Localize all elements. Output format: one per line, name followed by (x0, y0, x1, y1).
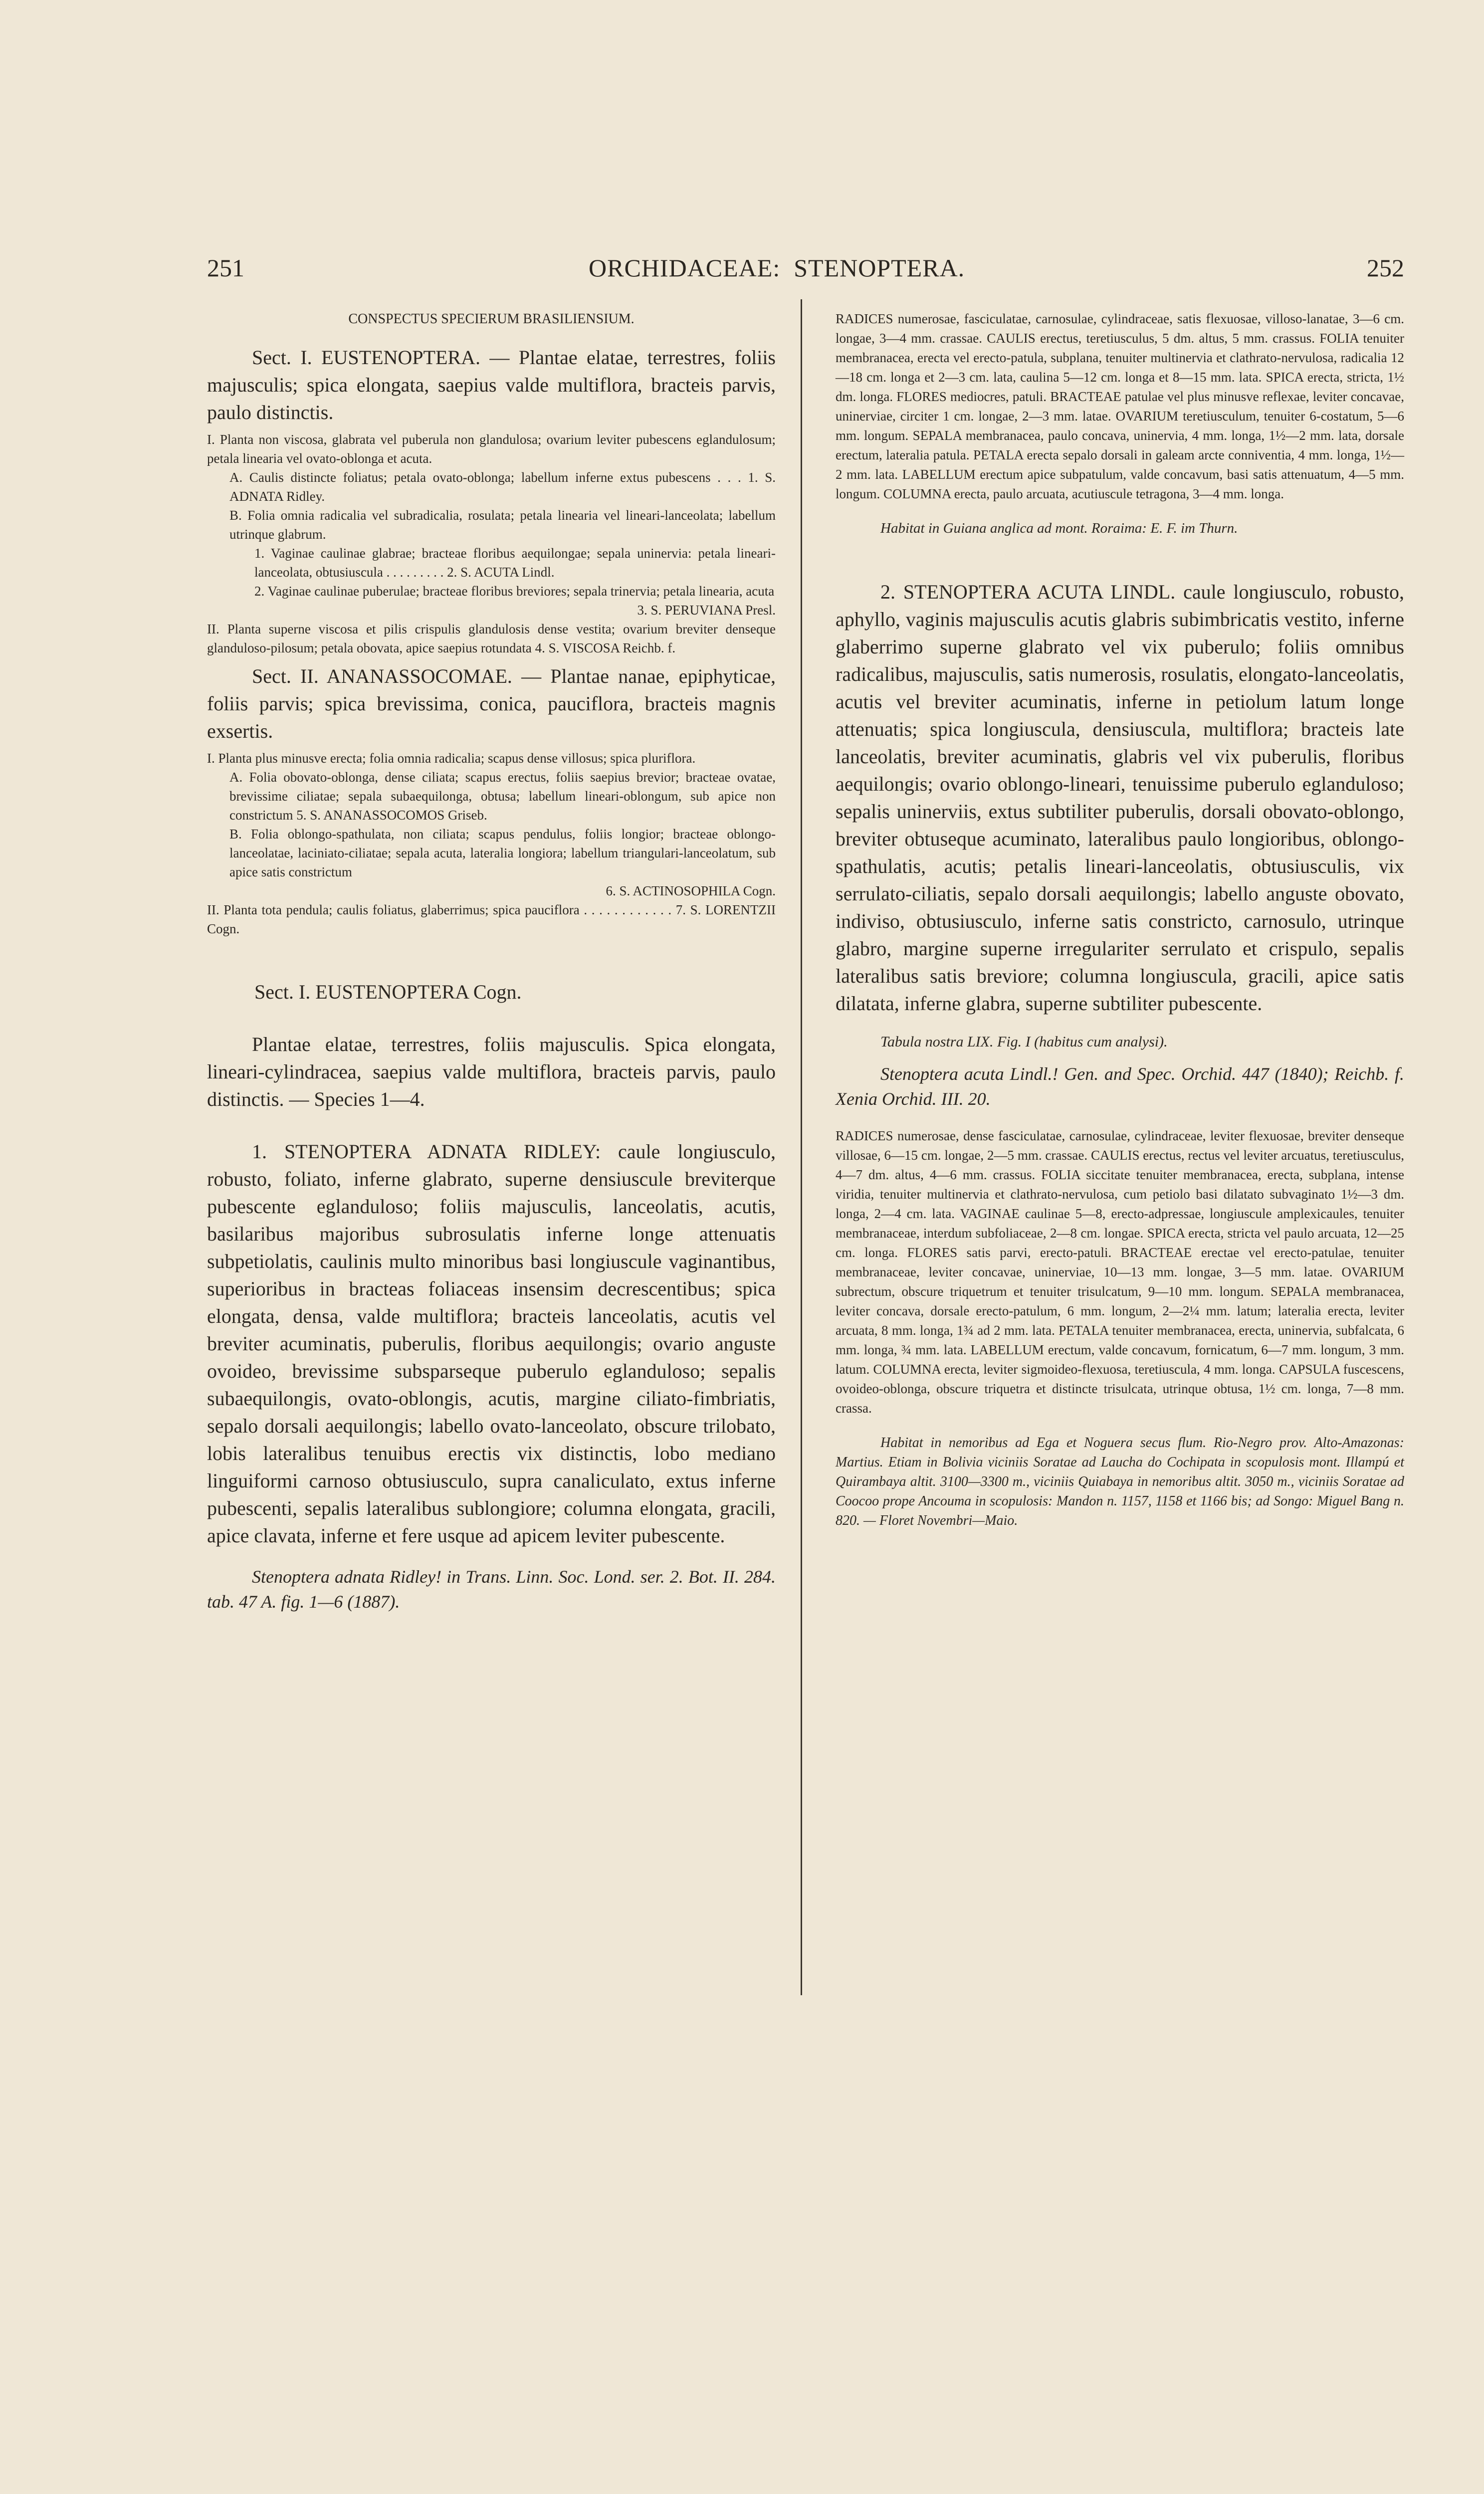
column-divider (801, 299, 802, 1995)
running-title: ORCHIDACEAE: STENOPTERA. (589, 254, 965, 282)
species-2-detail: RADICES numerosae, dense fasciculatae, carnosulae, cylindraceae, leviter flexuosae, breviter denseque villosae, 6—15 cm. longae, 2—5 mm. crassae. CAULIS erectus, rectus vel leviter arcuatus, teretiusculus, 4—7 dm. altus, 4—6 mm. crassus. FOLIA siccitate tenuiter membranacea, erecta, subplana, intense viridia, tenuiter multinervia et clathrato-nervulosa, cum petiolo basi dilatato subvaginato 1½—3 dm. longa, 2—4 cm. lata. VAGINAE caulinae 5—8, erecto-adpressae, longiuscule amplexicaules, tenuiter membranaceae, interdum subfoliaceae, 2—8 cm. longae. SPICA erecta, stricta vel paulo arcuata, 12—25 cm. longa. FLORES satis parvi, erecto-patuli. BRACTEAE erectae vel erecto-patulae, tenuiter membranaceae, leviter concavae, uninerviae, 10—13 mm. longae, 3—5 mm. latae. OVARIUM subrectum, obscure triquetrum et tenuiter trisulcatum, 9—10 mm. longum. SEPALA membranacea, leviter concava, dorsale erecto-patulum, 6 mm. longum, 2—2¼ mm. latum; lateralia erecta, leviter arcuata, 8 mm. longa, 1¾ ad 2 mm. lata. PETALA tenuiter membranacea, erecta, uninervia, subfalcata, 6 mm. longa, ¾ mm. lata. LABELLUM erectum, valde concavum, fornicatum, 6—7 mm. longum, 3 mm. latum. COLUMNA erecta, leviter sigmoideo-flexuosa, teretiuscula, 4 mm. longa. CAPSULA fuscescens, ovoideo-oblonga, obscure triquetra et distincte trisulcata, utrinque obtusa, 1½ cm. longa, 7—8 mm. crassa. (836, 1128, 1404, 1416)
key-item: A. Caulis distincte foliatus; petala ovato-oblonga; labellum inferne extus pubescens . . . 1. S. ADNATA Ridley. (229, 470, 776, 504)
page-header (207, 253, 1404, 293)
key-item: I. Planta plus minusve erecta; folia omnia radicalia; scapus dense villosus; spica pluriflora. (207, 751, 696, 766)
page-number-left: 251 (207, 254, 244, 282)
species-2-description: 2. STENOPTERA ACUTA LINDL. caule longiusculo, robusto, aphyllo, vaginis majusculis acutis glabris subimbricatis vestito, inferne glaberrimo superne glabrato vel vix puberulo; foliis omnibus radicalibus, majusculis, satis numerosis, rosulatis, elongato-lanceolatis, acutis vel breviter acuminatis, inferne in petiolum latum longe attenuatis; spica longiuscula, densiuscula, multiflora; bracteis late lanceolatis, breviter acuminatis, glabris vel vix puberulis, floribus aequilongis; ovario oblongo-lineari, tenuissime puberulo eglanduloso; sepalis uninerviis, extus subtiliter puberulis, dorsali obovato-oblongo, breviter obtuseque acuminato, lateralibus paulo longioribus, oblongo-spathulatis, acutis; petalis lineari-lanceolatis, obtusiusculis, vix serrulato-ciliatis, sepalo dorsali aequilongis; labello anguste obovato, indiviso, obtusiusculo, inferne satis constricto, carnosulo, utrinque glabro, margine superne irregulariter serrulato et crispulo, sepalis lateralibus satis breviore; columna longiuscula, gracili, apice satis dilatata, inferne glabra, superne subtiliter pubescente. (836, 581, 1404, 1015)
key-item: 6. S. ACTINOSOPHILA Cogn. (606, 883, 776, 898)
section-1-key-heading: Sect. I. EUSTENOPTERA. — Plantae elatae, terrestres, foliis majusculis; spica elongata, saepius valde multiflora, bracteis parvis, paulo distinctis. (207, 346, 776, 423)
key-item: 3. S. PERUVIANA Presl. (637, 603, 776, 618)
key-item: 1. Vaginae caulinae glabrae; bracteae floribus aequilongae; sepala uninervia: petala lineari-lanceolata, obtusiuscula . . . . . . . . . 2. S. ACUTA Lindl. (254, 546, 776, 580)
section-1-description: Plantae elatae, terrestres, foliis majusculis. Spica elongata, lineari-cylindracea, saepius valde multiflora, bracteis parvis, paulo distinctis. — Species 1—4. (207, 1033, 776, 1110)
conspectus-title: CONSPECTUS SPECIERUM BRASILIENSIUM. (348, 311, 635, 327)
key-item: A. Folia obovato-oblonga, dense ciliata; scapus erectus, foliis saepius brevior; bracteae ovatae, brevissime ciliatae; sepala subaequilonga, obtusa; labellum lineari-oblongum, sub apice non constrictum 5. S. ANANASSOCOMOS Griseb. (229, 770, 776, 823)
species-1-habitat: Habitat in Guiana anglica ad mont. Roraima: E. F. im Thurn. (880, 520, 1238, 536)
section-1-title: Sect. I. EUSTENOPTERA Cogn. (254, 981, 522, 1003)
key-item: 2. Vaginae caulinae puberulae; bracteae floribus breviores; sepala trinervia; petala linearia, acuta (254, 584, 775, 599)
right-column (836, 309, 1404, 1530)
page-number-right: 252 (1367, 254, 1404, 282)
section-2-key-heading: Sect. II. ANANASSOCOMAE. — Plantae nanae, epiphyticae, foliis parvis; spica brevissima, conica, pauciflora, bracteis magnis exsertis. (207, 665, 776, 742)
key-item: I. Planta non viscosa, glabrata vel puberula non glandulosa; ovarium leviter pubescens eglandulosum; petala linearia vel ovato-oblonga et acuta. (207, 432, 776, 466)
species-2-tabula: Tabula nostra LIX. Fig. I (habitus cum analysi). (880, 1034, 1168, 1050)
species-2-habitat: Habitat in nemoribus ad Ega et Noguera secus flum. Rio-Negro prov. Alto-Amazonas: Martius. Etiam in Bolivia viciniis Soratae ad Laucha do Cochipata in scopulosis mont. Illampú et Quirambaya altit. 3100—3300 m., viciniis Quiabaya in nemoribus altit. 3050 m., viciniis Soratae ad Coocoo prope Ancouma in scopulosis: Mandon n. 1157, 1158 et 1166 bis; ad Songo: Miguel Bang n. 820. — Floret Novembri—Maio. (836, 1435, 1404, 1528)
key-item: II. Planta tota pendula; caulis foliatus, glaberrimus; spica pauciflora . . . . . . . . . . . . 7. S. LORENTZII Cogn. (207, 902, 776, 936)
species-2-reference: Stenoptera acuta Lindl.! Gen. and Spec. Orchid. 447 (1840); Reichb. f. Xenia Orchid. III. 20. (836, 1064, 1404, 1109)
key-item: B. Folia omnia radicalia vel subradicalia, rosulata; petala linearia vel lineari-lanceolata; labellum utrinque glabrum. (229, 508, 776, 542)
species-1-detail: RADICES numerosae, fasciculatae, carnosulae, cylindraceae, satis flexuosae, villoso-lanatae, 3—6 cm. longae, 3—4 mm. crassae. CAULIS erectus, teretiusculus, 5 dm. altus, 5 mm. crassus. FOLIA tenuiter membranacea, erecta vel erecto-patula, subplana, tenuiter multinervia et clathrato-nervulosa, radicalia 12—18 cm. longa et 2—3 cm. lata, caulina 5—12 cm. longa et 8—15 mm. lata. SPICA erecta, stricta, 1½ dm. longa. FLORES mediocres, patuli. BRACTEAE patulae vel plus minusve reflexae, leviter concavae, uninerviae, circiter 1 cm. longae, 2—3 mm. latae. OVARIUM teretiusculum, tenuiter 6-costatum, 5—6 mm. longum. SEPALA membranacea, paulo concava, uninervia, 4 mm. longa, 1½—2 mm. lata, dorsale erectum, lateralia patula. PETALA erecta sepalo dorsali in galeam arcte conniventia, 4 mm. longa, 1½—2 mm. lata. LABELLUM erectum apice subpatulum, valde concavum, basi satis attenuatum, 4—5 mm. longum. COLUMNA erecta, paulo arcuata, acutiuscule tetragona, 3—4 mm. longa. (836, 311, 1404, 501)
key-item: B. Folia oblongo-spathulata, non ciliata; scapus pendulus, foliis longior; bracteae oblongo-lanceolatae, laciniato-ciliatae; sepala acuta, lateralia longiora; labellum triangulari-lanceolatum, sub apice satis constrictum (229, 827, 776, 879)
species-1-description: 1. STENOPTERA ADNATA RIDLEY: caule longiusculo, robusto, foliato, inferne glabrato, superne densiuscule breviterque pubescente eglanduloso; foliis majusculis, lanceolatis, acutis, basilaribus majoribus subrosulatis inferne longe attenuatis subpetiolatis, caulinis multo minoribus basi longiuscule vaginantibus, superioribus in bracteas foliaceas insensim decrescentibus; spica elongata, densa, valde multiflora; bracteis lanceolatis, acutis vel breviter acuminatis, puberulis, floribus aequilongis; ovario anguste ovoideo, brevissime subsparseque puberulo eglanduloso; sepalis subaequilongis, ovato-oblongis, acutis, margine ciliato-fimbriatis, sepalo dorsali aequilongis; labello ovato-lanceolato, obscure trilobato, lobis lateralibus tenuibus erectis vix distinctis, lobo mediano linguiformi carnoso obtusiusculo, supra canaliculato, extus inferne pubescenti, sepalis lateralibus sublongiore; columna elongata, gracili, apice clavata, inferne et fere usque ad apicem leviter pubescente. (207, 1140, 776, 1547)
species-1-reference: Stenoptera adnata Ridley! in Trans. Linn. Soc. Lond. ser. 2. Bot. II. 284. tab. 47 A. fig. 1—6 (1887). (207, 1567, 776, 1612)
key-item: II. Planta superne viscosa et pilis crispulis glandulosis dense vestita; ovarium breviter denseque glanduloso-pilosum; petala obovata, apice saepius rotundata 4. S. VISCOSA Reichb. f. (207, 622, 776, 655)
left-column (207, 309, 776, 1614)
